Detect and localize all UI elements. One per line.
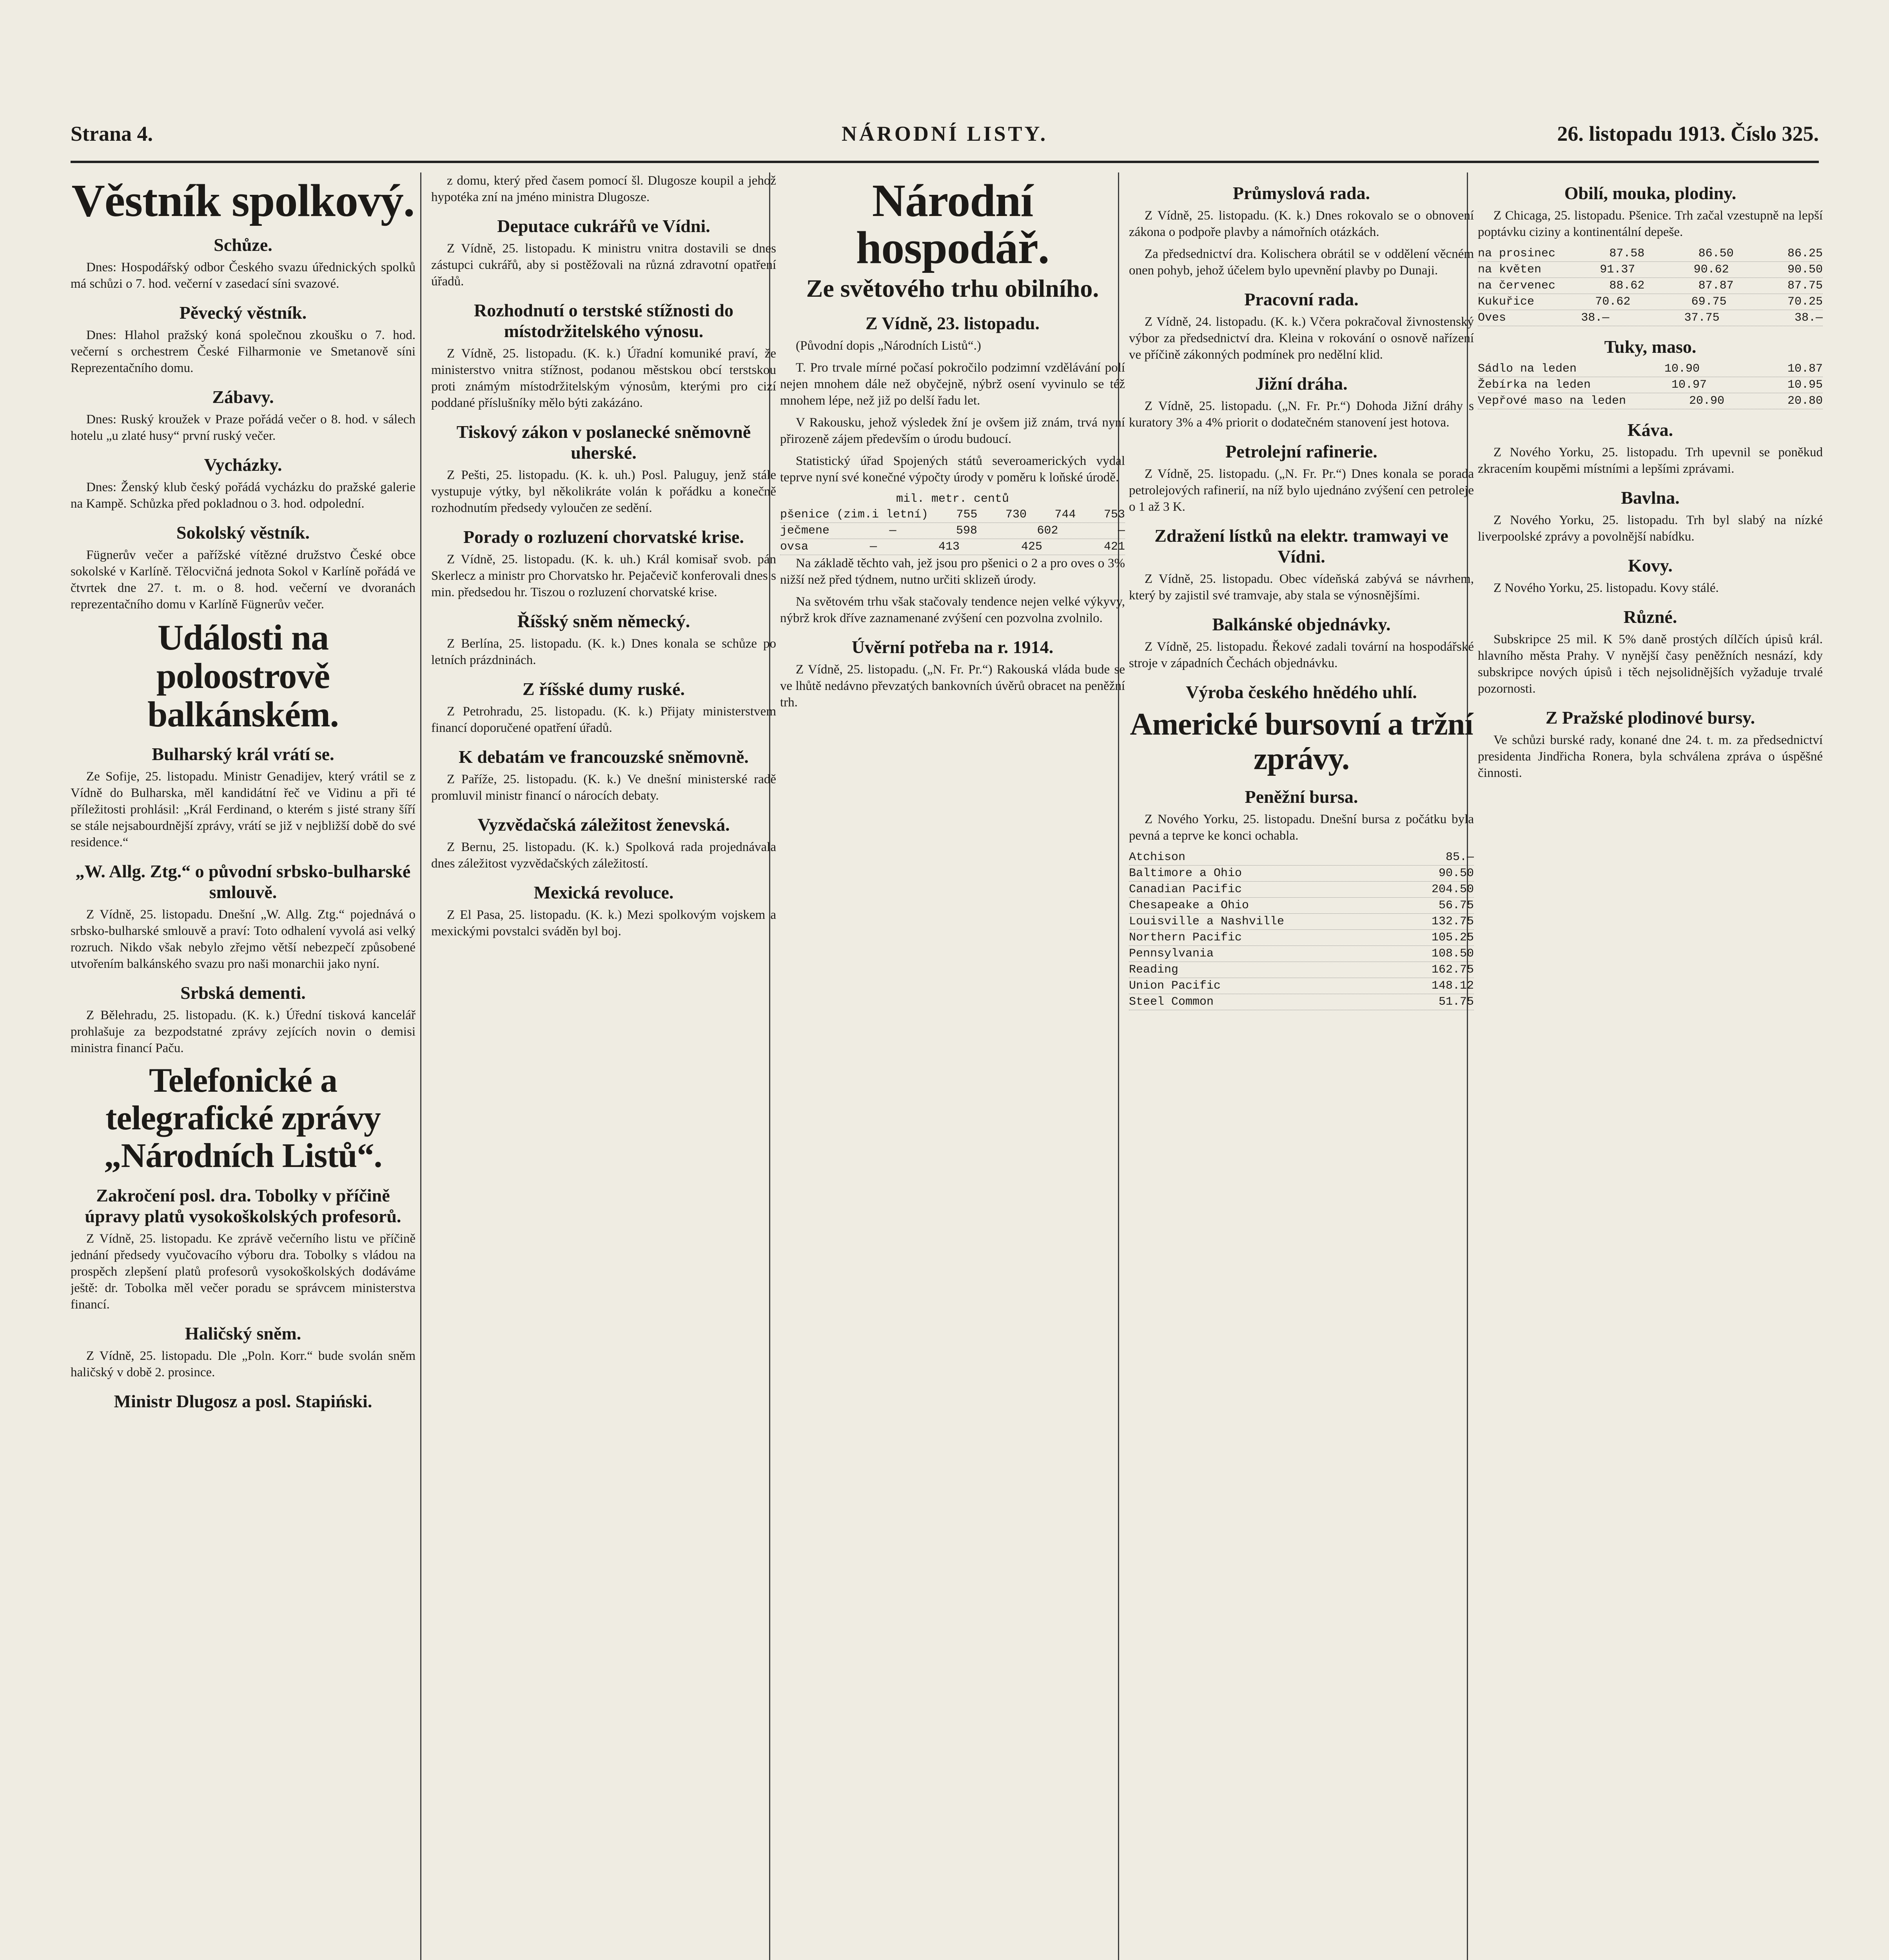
column-2 <box>431 172 776 1960</box>
paragraph: Z Pešti, 25. listopadu. (K. k. uh.) Posl. Paluguy, jenž stále vystupuje výtky, byl několikráte volán k pořádku a konečně rozhodnutím předsedy vyloučen ze sedění. <box>431 468 776 515</box>
paragraph: Z Vídně, 25. listopadu. Obec vídeňská zabývá se návrhem, který by zajistil své tramvaje, aby stala se výnosnějšími. <box>1129 572 1474 603</box>
subheading: Zakročení posl. dra. Tobolky v příčině úpravy platů vysokoškolských profesorů. <box>85 1185 401 1226</box>
issue-date: 26. listopadu 1913. Číslo 325. <box>1557 122 1819 145</box>
table-cell: 10.95 <box>1787 378 1823 392</box>
table-cell: 421 <box>1103 540 1125 554</box>
subheading: Porady o rozluzení chorvatské krise. <box>463 527 744 547</box>
paragraph: Z Nového Yorku, 25. listopadu. Kovy stálé. <box>1493 581 1719 595</box>
paragraph: Z Vídně, 25. listopadu. (K. k.) Dnes rokovalo se o obnovení zákona o podpoře plavby a námořních otázkách. <box>1129 209 1474 239</box>
subheading: Srbská dementi. <box>180 983 306 1003</box>
column-1 <box>71 172 416 1960</box>
paragraph: Z Vídně, 25. listopadu. Dle „Poln. Korr.“ bude svolán sněm haličský v době 2. prosince. <box>71 1349 416 1379</box>
section-title-americke: Americké bursovní a tržní zprávy. <box>1130 707 1473 776</box>
paragraph: Z Paříže, 25. listopadu. (K. k.) Ve dnešní ministerské radě promluvil ministr financí o nárocích debaty. <box>431 772 776 803</box>
paragraph: (Původní dopis „Národních Listů“.) <box>796 339 981 353</box>
subheading: Různé. <box>1623 607 1677 627</box>
subheading: Bavlna. <box>1621 488 1680 508</box>
subheading: Zdražení lístků na elektr. tramwayi ve Vídni. <box>1154 526 1448 566</box>
table-row <box>1129 946 1474 962</box>
paragraph: Z Vídně, 25. listopadu. Dnešní „W. Allg. Ztg.“ pojednává o srbsko-bulharské smlouvě a praví: Toto odhalení vyvolá asi velký rozruch. Nikdo však nebylo zřejmo větší nebezpečí způsobené utvořením balkánského svazu pro naši monarchii jako nyní. <box>71 907 416 971</box>
table-cell: Sádlo na leden <box>1478 362 1577 376</box>
paragraph: Z El Pasa, 25. listopadu. (K. k.) Mezi spolkovým vojskem a mexickými povstalci sváděn byl boj. <box>431 908 776 938</box>
table-cell: 730 <box>1005 508 1027 521</box>
subheading: Z říšské dumy ruské. <box>522 679 685 699</box>
table-cell: Pennsylvania <box>1129 947 1214 960</box>
subheading: Peněžní bursa. <box>1245 787 1358 807</box>
table-cell: 10.90 <box>1664 362 1700 376</box>
paragraph: Z Vídně, 25. listopadu. Řekové zadali tovární na hospodářské stroje v západních Čechách objednávku. <box>1129 640 1474 670</box>
table-cell: — <box>1118 524 1125 537</box>
paragraph: Z Vídně, 25. listopadu. („N. Fr. Pr.“) Rakouská vláda bude se ve lhůtě nedávno převzatých bankovních úvěrů obracet na peněžní trh. <box>780 662 1125 710</box>
subheading: Jižní dráha. <box>1255 374 1348 394</box>
paragraph: z domu, který před časem pomocí šl. Dlugosze koupil a jehož hypotéka zní na jméno ministra Dlugosze. <box>431 174 776 204</box>
paragraph: Z Vídně, 25. listopadu. (K. k.) Úřadní komuniké praví, že ministerstvo vnitra stížnost, podanou městskou obcí terstskou proti známým místodržitelským výnosům, kterými pro cizí poddané příslušníky mělo býti zakázáno. <box>431 347 776 410</box>
column-divider <box>420 172 421 1960</box>
subheading: Pěvecký věstník. <box>179 303 307 323</box>
table-cell: 90.50 <box>1438 867 1474 880</box>
table-cell: 51.75 <box>1438 995 1474 1009</box>
paragraph: Subskripce 25 mil. K 5% daně prostých dílčích úpisů král. hlavního města Prahy. V nynější časy peněžních nesnází, kdy subskripce nových úpisů i těch nejsolidnějších vyžaduje trvalé pozornosti. <box>1478 632 1823 696</box>
subheading: K debatám ve francouzské sněmovně. <box>459 747 749 767</box>
subheading: Zábavy. <box>212 387 274 407</box>
subheading: Petrolejní rafinerie. <box>1225 441 1377 461</box>
column-4 <box>1129 172 1474 1960</box>
table-cell: Žebírka na leden <box>1478 378 1591 392</box>
table-row <box>1478 262 1823 278</box>
paragraph: Dnes: Hlahol pražský koná společnou zkoušku o 7. hod. večerní s orchestrem České Filharmonie ve Smetanově síni Reprezentačního domu. <box>71 328 416 375</box>
table-row <box>1129 914 1474 930</box>
table-title: mil. metr. centů <box>896 492 1009 506</box>
paragraph: Z Petrohradu, 25. listopadu. (K. k.) Přijaty ministerstvem financí doporučené opatření úřadů. <box>431 704 776 735</box>
table-cell: 105.25 <box>1431 931 1474 944</box>
table-cell: 753 <box>1103 508 1125 521</box>
table-cell: 70.62 <box>1595 295 1631 309</box>
table-cell: 90.62 <box>1693 263 1729 276</box>
table-cell: 91.37 <box>1600 263 1635 276</box>
table-cell: 413 <box>938 540 960 554</box>
table-cell: Vepřové maso na leden <box>1478 394 1626 408</box>
table-cell: Canadian Pacific <box>1129 883 1242 896</box>
table-cell: Union Pacific <box>1129 979 1221 993</box>
table-row <box>780 507 1125 523</box>
table-cell: 20.80 <box>1787 394 1823 408</box>
table-cell: 85.— <box>1445 851 1474 864</box>
table-cell: 602 <box>1037 524 1058 537</box>
table-cell: 56.75 <box>1438 899 1474 912</box>
table-cell: 86.25 <box>1787 247 1823 260</box>
harvest-table <box>780 491 1125 555</box>
fat-table <box>1478 361 1823 409</box>
table-cell: 38.— <box>1794 311 1823 325</box>
section-title-hospodar: Národní hospodář. <box>856 175 1049 273</box>
table-cell: 37.75 <box>1684 311 1720 325</box>
paragraph: Z Chicaga, 25. listopadu. Pšenice. Trh začal vzestupně na lepší poptávku ciziny a kontinentální depeše. <box>1478 209 1823 239</box>
paragraph: Z Bernu, 25. listopadu. (K. k.) Spolková rada projednávala dnes záležitost vyzvědačských záležitostí. <box>431 840 776 871</box>
grain-table <box>1478 246 1823 326</box>
subheading: Deputace cukrářů ve Vídni. <box>497 216 710 236</box>
table-cell: na červenec <box>1478 279 1556 292</box>
section-title-spolky: Věstník spolkový. <box>71 175 415 226</box>
subheading: Bulharský král vrátí se. <box>152 744 334 764</box>
table-row <box>1478 393 1823 409</box>
subheading: Schůze. <box>214 235 272 255</box>
table-cell: 425 <box>1021 540 1042 554</box>
section-title-balkan: Události na poloostrově balkánském. <box>147 617 339 734</box>
table-cell: 86.50 <box>1698 247 1734 260</box>
paragraph: Z Vídně, 25. listopadu. (K. k. uh.) Král komisař svob. pán Skerlecz a ministr pro Chorvatsko hr. Pejačevič konferovali dnes s min. předsedou hr. Tiszou o rozluzení chorvatské krise. <box>431 552 776 599</box>
subheading: Úvěrní potřeba na r. 1914. <box>851 637 1054 657</box>
subheading: „W. Allg. Ztg.“ o původní srbsko-bulharské smlouvě. <box>75 861 411 902</box>
table-cell: 88.62 <box>1609 279 1645 292</box>
table-cell: 20.90 <box>1689 394 1725 408</box>
table-cell: 38.— <box>1581 311 1610 325</box>
table-cell: 87.75 <box>1787 279 1823 292</box>
table-cell: 755 <box>956 508 978 521</box>
subheading: Rozhodnutí o terstské stížnosti do místodržitelského výnosu. <box>474 300 733 341</box>
table-cell: Oves <box>1478 311 1506 325</box>
table-cell: — <box>869 540 877 554</box>
table-cell: pšenice (zim.i letní) <box>780 508 929 521</box>
table-row <box>1129 962 1474 978</box>
table-cell: 90.50 <box>1787 263 1823 276</box>
paragraph: Statistický úřad Spojených států severoamerických vydal teprve nyní své konečné výpočty úrody v poměru k loňské úrodě. <box>780 454 1125 485</box>
table-cell: Kukuřice <box>1478 295 1535 309</box>
table-cell: 148.12 <box>1431 979 1474 993</box>
subheading: Průmyslová rada. <box>1232 183 1370 203</box>
table-cell: Atchison <box>1129 851 1186 864</box>
table-row <box>1478 246 1823 262</box>
subheading: Z Vídně, 23. listopadu. <box>866 313 1040 333</box>
table-cell: 87.58 <box>1609 247 1645 260</box>
stock-table <box>1129 849 1474 1010</box>
table-row <box>1129 882 1474 898</box>
subheading: Káva. <box>1627 420 1673 440</box>
paragraph: T. Pro trvale mírné počasí pokročilo podzimní vzdělávání polí nejen mnohem dále než obyčejně, nýbrž osení vyvinulo se též mnohem lépe, než již po delší řadu let. <box>780 361 1125 408</box>
paragraph: Z Vídně, 25. listopadu. („N. Fr. Pr.“) Dnes konala se porada petrolejových rafinerií, na níž bylo ujednáno zvýšení cen petroleje o 1 až 3 K. <box>1129 467 1474 514</box>
table-cell: 108.50 <box>1431 947 1474 960</box>
subheading: Balkánské objednávky. <box>1212 614 1391 634</box>
paragraph: Z Vídně, 25. listopadu. K ministru vnitra dostavili se dnes zástupci cukrářů, aby si postěžovali na různá zdravotní opatření úřadů. <box>431 241 776 289</box>
table-cell: 10.97 <box>1671 378 1707 392</box>
table-cell: na prosinec <box>1478 247 1556 260</box>
table-cell: 162.75 <box>1431 963 1474 976</box>
table-row <box>1129 994 1474 1010</box>
column-5 <box>1478 172 1823 1960</box>
table-cell: Reading <box>1129 963 1179 976</box>
section-title-telegraf: Telefonické a telegrafické zprávy „Národních Listů“. <box>104 1062 382 1175</box>
paragraph: Ve schůzi burské rady, konané dne 24. t. m. za předsednictví presidenta Jindřicha Ronera, byla schválena zpráva o úspěšné činnosti. <box>1478 733 1823 780</box>
table-cell: 598 <box>956 524 977 537</box>
table-cell: 204.50 <box>1431 883 1474 896</box>
table-cell: ovsa <box>780 540 809 554</box>
subheading: Říšský sněm německý. <box>517 611 690 631</box>
paragraph: Z Bělehradu, 25. listopadu. (K. k.) Úřední tisková kancelář prohlašuje za bezpodstatné zprávy zejících novin o demisi ministra financí Paču. <box>71 1008 416 1055</box>
subheading: Vyzvědačská záležitost ženevská. <box>477 815 730 835</box>
paragraph: Z Vídně, 24. listopadu. (K. k.) Včera pokračoval živnostenský výbor za předsednictví dra. Kleina v rokování o osnově nařízení ve příčině zákonných podmínek pro nedělní klid. <box>1129 315 1474 362</box>
paragraph: Z Vídně, 25. listopadu. Ke zprávě večerního listu ve příčině jednání předsedy vyučovacího výboru dra. Tobolky s vládou na prospěch zlepšení platů profesorů vysokoškolských dodáváme ještě: dr. Tobolka měl večer poradu se správcem ministerstva financí. <box>71 1232 416 1312</box>
paragraph: Za předsednictví dra. Kolischera obrátil se v oddělení věcném onen pohyb, jehož účelem bylo upevnění plavby po Dunaji. <box>1129 247 1474 278</box>
subheading: Pracovní rada. <box>1244 289 1359 309</box>
paragraph: Z Nového Yorku, 25. listopadu. Trh byl slabý na nízké liverpoolské zprávy a povolnější nabídku. <box>1478 513 1823 544</box>
paragraph: Z Nového Yorku, 25. listopadu. Dnešní bursa z počátku byla pevná a teprve ke konci ochabla. <box>1129 812 1474 843</box>
paragraph: Ze Sofije, 25. listopadu. Ministr Genadijev, který vrátil se z Vídně do Bulharska, měl kandidátní řeč ve Vidinu a při té příležitosti prohlásil: „Král Ferdinand, o kterém s jisté strany šíří se stále nejsabourdnější zprávy, vrátí se již v nejbližší době do své residence.“ <box>71 769 416 849</box>
table-row <box>1129 849 1474 866</box>
table-cell: na květen <box>1478 263 1542 276</box>
table-cell: Baltimore a Ohio <box>1129 867 1242 880</box>
table-row <box>1478 294 1823 310</box>
paragraph: Na základě těchto vah, jež jsou pro pšenici o 2 a pro oves o 3% nižší než před týdnem, nutno určiti sklizeň úrody. <box>780 556 1125 587</box>
paragraph: Dnes: Ženský klub český pořádá vycházku do pražské galerie na Kampě. Schůzka před pokladnou o 3. hod. odpolední. <box>71 480 416 511</box>
table-cell: Chesapeake a Ohio <box>1129 899 1249 912</box>
masthead <box>71 114 1819 163</box>
page-number: Strana 4. <box>71 122 153 145</box>
subheading: Vycházky. <box>204 455 282 475</box>
paragraph: V Rakousku, jehož výsledek žní je ovšem již znám, trvá nyní přirozeně zájem především o úrodu budoucí. <box>780 416 1125 446</box>
paragraph: Z Vídně, 25. listopadu. („N. Fr. Pr.“) Dohoda Jižní dráhy s kuratory 3% a 4% priorit o dodatečném stanovení jest hotova. <box>1129 399 1474 430</box>
table-row <box>780 539 1125 555</box>
subheading: Obilí, mouka, plodiny. <box>1564 183 1737 203</box>
subheading: Mexická revoluce. <box>533 882 674 902</box>
table-cell: Louisville a Nashville <box>1129 915 1285 928</box>
article-title-obili: Ze světového trhu obilního. <box>806 274 1099 302</box>
table-cell: 10.87 <box>1787 362 1823 376</box>
table-row <box>1129 898 1474 914</box>
paragraph: Dnes: Hospodářský odbor Českého svazu úřednických spolků má schůzi o 7. hod. večerní v zasedací síni svazové. <box>71 260 416 291</box>
table-cell: 87.87 <box>1698 279 1734 292</box>
table-cell: Northern Pacific <box>1129 931 1242 944</box>
table-row <box>1129 978 1474 994</box>
newspaper-title: NÁRODNÍ LISTY. <box>841 122 1048 145</box>
column-3 <box>780 172 1125 1960</box>
table-row <box>780 523 1125 539</box>
subheading: Sokolský věstník. <box>176 523 310 543</box>
subheading: Z Pražské plodinové bursy. <box>1545 708 1755 728</box>
paragraph: Dnes: Ruský kroužek v Praze pořádá večer o 8. hod. v sálech hotelu „u zlaté husy“ první ruský večer. <box>71 412 416 443</box>
subheading: Kovy. <box>1628 555 1673 575</box>
subheading: Výroba českého hnědého uhlí. <box>1186 682 1417 702</box>
table-cell: 744 <box>1054 508 1076 521</box>
paragraph: Z Berlína, 25. listopadu. (K. k.) Dnes konala se schůze po letních prázdninách. <box>431 637 776 667</box>
subheading: Ministr Dlugosz a posl. Stapiński. <box>114 1391 372 1411</box>
table-cell: — <box>889 524 896 537</box>
paragraph: Fügnerův večer a pařížské vítězné družstvo České obce sokolské v Karlíně. Tělocvičná jednota Sokol v Karlíně pořádá ve čtvrtek dne 27. t. m. o 8. hod. večerní ve dvoranách reprezentačního domu v Karlíně Fügnerův večer. <box>71 548 416 612</box>
paragraph: Z Nového Yorku, 25. listopadu. Trh upevnil se poněkud zkracením koupěmi místními a lepšími zprávami. <box>1478 445 1823 476</box>
table-row <box>1478 361 1823 377</box>
table-row <box>1478 377 1823 393</box>
table-row <box>1129 930 1474 946</box>
subheading: Tiskový zákon v poslanecké sněmovně uherské. <box>456 422 751 463</box>
paragraph: Na světovém trhu však stačovaly tendence nejen velké výkyvy, nýbrž krok dříve zaznamenané zvýšení cen pozvolna zvolnilo. <box>780 595 1125 625</box>
table-row <box>1129 866 1474 882</box>
table-cell: 70.25 <box>1787 295 1823 309</box>
table-cell: ječmene <box>780 524 830 537</box>
table-cell: 69.75 <box>1691 295 1727 309</box>
table-row <box>1478 310 1823 326</box>
subheading: Tuky, maso. <box>1604 337 1697 357</box>
subheading: Haličský sněm. <box>185 1323 301 1343</box>
table-cell: Steel Common <box>1129 995 1214 1009</box>
table-cell: 132.75 <box>1431 915 1474 928</box>
table-row <box>1478 278 1823 294</box>
